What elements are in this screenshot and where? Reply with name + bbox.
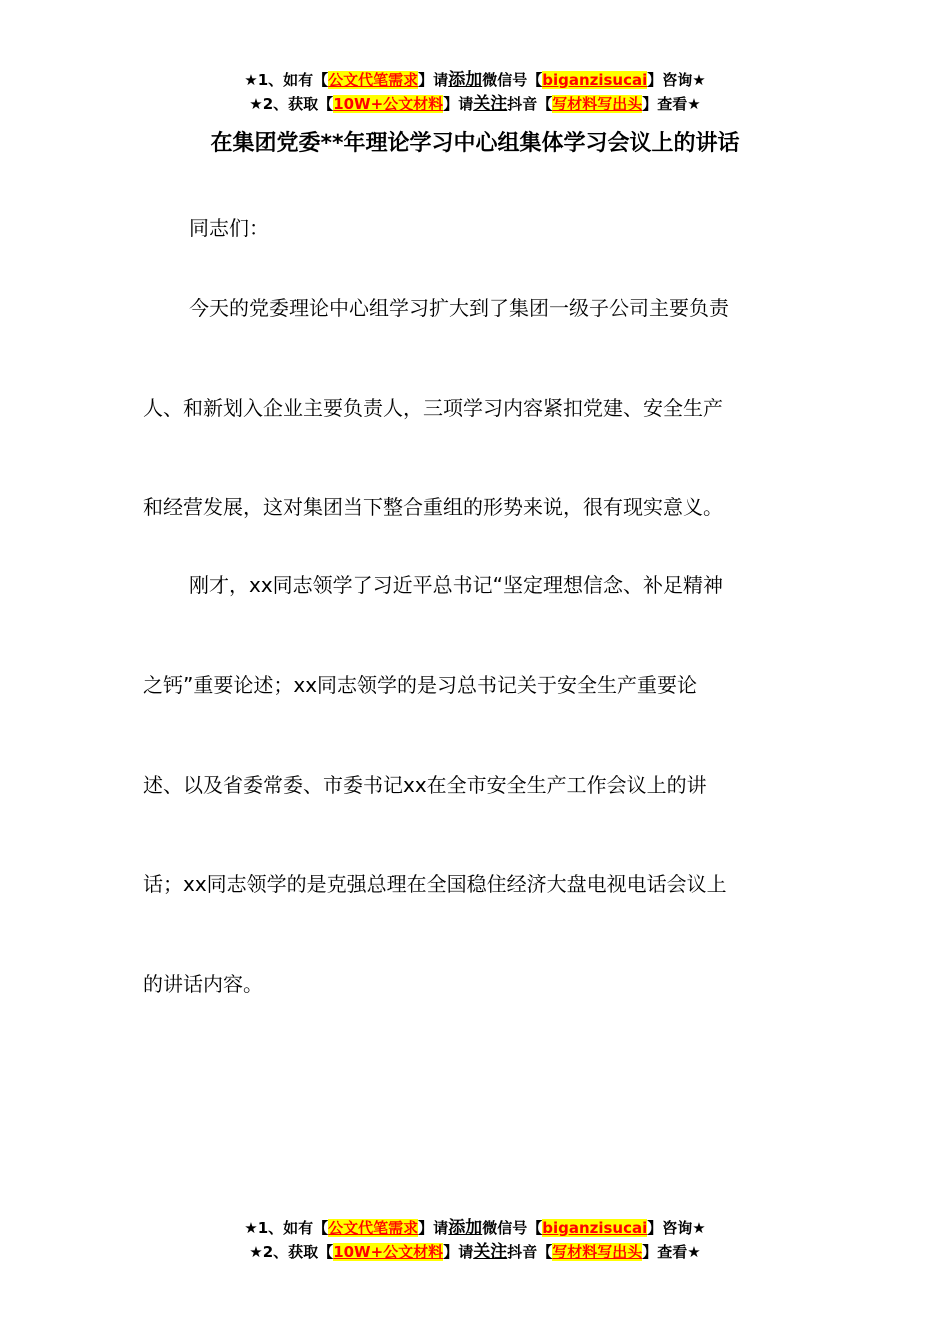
banner-text: ★2、获取【 [249, 1243, 334, 1261]
paragraph-line: 话；xx同志领学的是克强总理在全国稳住经济大盘电视电话会议上 [143, 872, 727, 896]
banner-text: 微信号【 [482, 1219, 543, 1237]
banner-emphasis: 关注 [473, 1242, 508, 1262]
banner-highlight: biganzisucai [542, 1219, 648, 1237]
banner-highlight: 写材料写出头 [552, 95, 643, 113]
banner-text: ★1、如有【 [244, 71, 329, 89]
banner-text: ★1、如有【 [244, 1219, 329, 1237]
banner-highlight: 公文代笔需求 [328, 71, 419, 89]
document-title: 在集团党委**年理论学习中心组集体学习会议上的讲话 [210, 131, 740, 156]
paragraph-line: 述、以及省委常委、市委书记xx在全市安全生产工作会议上的讲 [143, 773, 707, 797]
banner-emphasis: 添加 [448, 1218, 483, 1238]
banner-emphasis: 关注 [473, 94, 508, 114]
banner-highlight: 10W+公文材料 [333, 1243, 444, 1261]
banner-text: 抖音【 [507, 95, 553, 113]
banner-line-1 [0, 1216, 950, 1240]
banner-highlight: 写材料写出头 [552, 1243, 643, 1261]
banner-text: 】请 [418, 1219, 449, 1237]
bottom-banner [0, 1216, 950, 1264]
paragraph-line: 之钙”重要论述；xx同志领学的是习总书记关于安全生产重要论 [143, 673, 698, 697]
banner-text: 】查看★ [642, 1243, 701, 1261]
banner-highlight: 10W+公文材料 [333, 95, 444, 113]
banner-text: 】咨询★ [647, 1219, 706, 1237]
paragraph-line: 今天的党委理论中心组学习扩大到了集团一级子公司主要负责 [189, 296, 729, 320]
banner-text: 抖音【 [507, 1243, 553, 1261]
banner-text: 】请 [443, 95, 474, 113]
banner-emphasis: 添加 [448, 70, 483, 90]
banner-line-2 [0, 92, 950, 116]
banner-line-2 [0, 1240, 950, 1264]
top-banner [0, 68, 950, 116]
banner-text: ★2、获取【 [249, 95, 334, 113]
banner-highlight: 公文代笔需求 [328, 1219, 419, 1237]
paragraph-line: 和经营发展，这对集团当下整合重组的形势来说，很有现实意义。 [143, 495, 723, 519]
banner-text: 】咨询★ [647, 71, 706, 89]
paragraph-line: 的讲话内容。 [143, 972, 263, 996]
paragraph-line: 人、和新划入企业主要负责人，三项学习内容紧扣党建、安全生产 [143, 396, 723, 420]
banner-highlight: biganzisucai [542, 71, 648, 89]
banner-text: 】请 [443, 1243, 474, 1261]
salutation: 同志们： [189, 216, 269, 240]
banner-line-1 [0, 68, 950, 92]
banner-text: 微信号【 [482, 71, 543, 89]
paragraph-line: 刚才，xx同志领学了习近平总书记“坚定理想信念、补足精神 [189, 573, 724, 597]
banner-text: 】请 [418, 71, 449, 89]
banner-text: 】查看★ [642, 95, 701, 113]
